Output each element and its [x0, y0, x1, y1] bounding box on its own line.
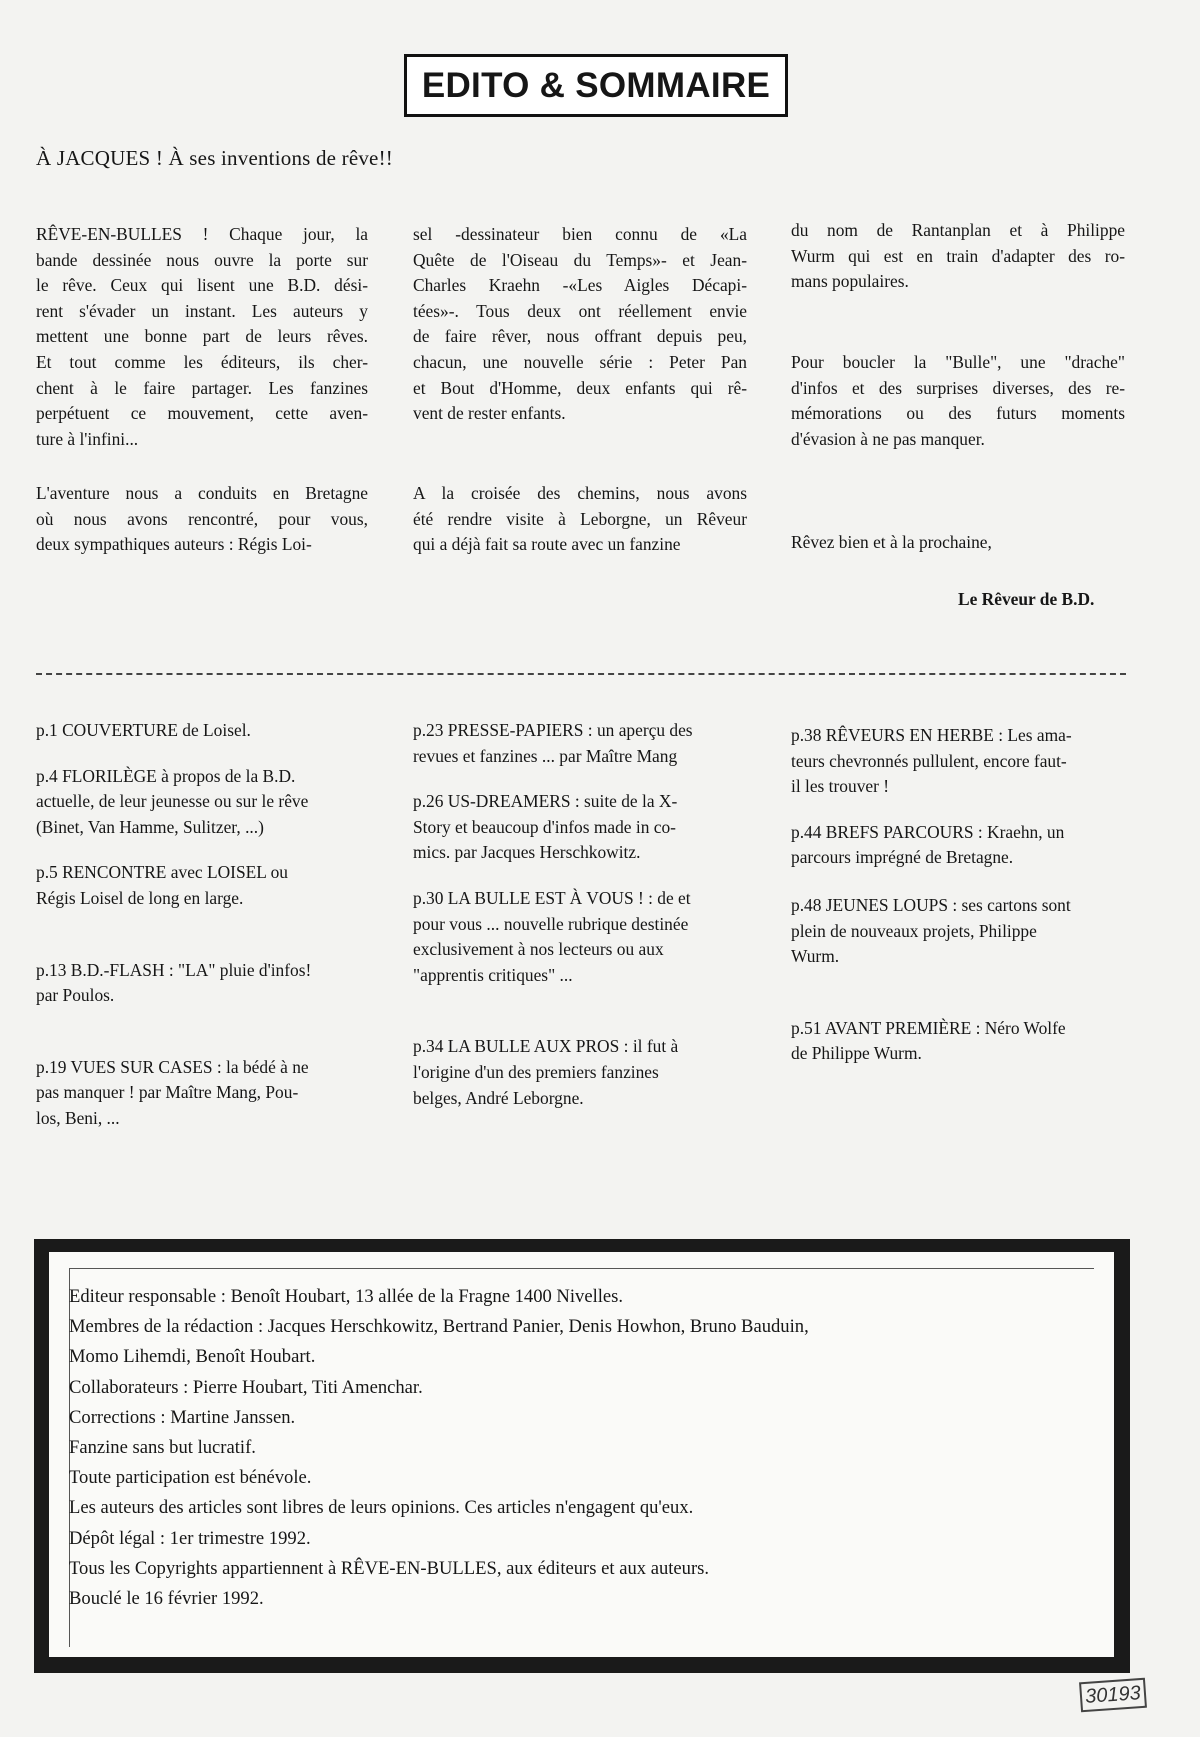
edito-paragraph	[413, 222, 747, 427]
toc-line: Story et beaucoup d'infos made in co-	[413, 816, 676, 837]
toc-entry	[413, 1034, 693, 1111]
toc-line: "apprentis critiques" ...	[413, 964, 573, 985]
credits-line: Les auteurs des articles sont libres de leurs opinions. Ces articles n'engagent qu'eux.	[69, 1497, 694, 1519]
toc-line: Régis Loisel de long en large.	[36, 887, 244, 908]
text-line: A la croisée des chemins, nous avons	[413, 483, 747, 503]
toc-line: de Philippe Wurm.	[791, 1043, 922, 1064]
page-title: EDITO & SOMMAIRE	[421, 65, 771, 105]
text-line: deux sympathiques auteurs : Régis Loi-	[36, 534, 312, 555]
archive-stamp: 30193	[1079, 1678, 1147, 1713]
text-line: mémorations ou des futurs moments	[791, 403, 1125, 424]
edito-paragraph	[791, 350, 1125, 452]
text-line: le rêve. Ceux qui lisent une B.D. dési-	[36, 275, 368, 296]
toc-line: il les trouver !	[791, 776, 890, 797]
text-line: perpétuent ce mouvement, cette aven-	[36, 403, 368, 424]
toc-line: par Poulos.	[36, 985, 115, 1006]
text-line: Pour boucler la "Bulle", une "drache"	[791, 352, 1125, 372]
toc-column	[413, 718, 693, 1111]
toc-line: p.38 RÊVEURS EN HERBE : Les ama-	[791, 725, 1072, 745]
toc-line: exclusivement à nos lecteurs ou aux	[413, 939, 664, 960]
text-line: Charles Kraehn -«Les Aigles Décapi-	[413, 275, 747, 296]
toc-line: pas manquer ! par Maître Mang, Pou-	[36, 1082, 299, 1103]
text-line: RÊVE-EN-BULLES ! Chaque jour, la	[36, 224, 368, 244]
toc-entry	[36, 764, 311, 841]
credits-line: Toute participation est bénévole.	[69, 1467, 312, 1489]
edito-paragraph	[36, 481, 368, 558]
toc-line: p.51 AVANT PREMIÈRE : Néro Wolfe	[791, 1017, 1066, 1038]
text-line: qui a déjà fait sa route avec un fanzine	[413, 534, 681, 555]
text-line: rent s'évader un instant. Les auteurs y	[36, 300, 368, 321]
toc-line: l'origine d'un des premiers fanzines	[413, 1061, 659, 1082]
dedication: À JACQUES ! À ses inventions de rêve!!	[36, 146, 393, 170]
section-divider	[36, 673, 1126, 675]
credits-line: Bouclé le 16 février 1992.	[69, 1588, 264, 1610]
toc-entry	[36, 958, 311, 1009]
toc-entry	[791, 723, 1072, 800]
edito-paragraph	[791, 530, 1125, 556]
toc-line: p.19 VUES SUR CASES : la bédé à ne	[36, 1056, 309, 1077]
credits-line: Fanzine sans but lucratif.	[69, 1437, 256, 1459]
toc-entry	[413, 886, 693, 988]
text-line: Et tout comme les éditeurs, ils cher-	[36, 351, 368, 372]
toc-line: p.1 COUVERTURE de Loisel.	[36, 720, 251, 740]
text-line: sel -dessinateur bien connu de «La	[413, 224, 747, 244]
edito-paragraph	[791, 218, 1125, 295]
text-line: vent de rester enfants.	[413, 403, 566, 424]
credits-line: Editeur responsable : Benoît Houbart, 13 allée de la Fragne 1400 Nivelles.	[69, 1286, 624, 1307]
credits-line: Dépôt légal : 1er trimestre 1992.	[69, 1527, 311, 1549]
text-line: d'infos et des surprises diverses, des re-	[791, 377, 1125, 398]
credits-line: Tous les Copyrights appartiennent à RÊVE-EN-BULLES, aux éditeurs et aux auteurs.	[69, 1557, 710, 1579]
toc-entry	[413, 718, 693, 769]
toc-line: los, Beni, ...	[36, 1107, 120, 1128]
text-line: Wurm qui est en train d'adapter des ro-	[791, 245, 1125, 266]
text-line: mettent une bonne part de leurs rêves.	[36, 326, 368, 347]
text-line: d'évasion à ne pas manquer.	[791, 428, 985, 449]
toc-line: teurs chevronnés pullulent, encore faut-	[791, 750, 1067, 771]
toc-line: actuelle, de leur jeunesse ou sur le rêve	[36, 791, 309, 812]
toc-entry	[413, 789, 693, 866]
toc-entry	[36, 1055, 311, 1132]
toc-column	[36, 718, 311, 1132]
text-line: bande dessinée nous ouvre la porte sur	[36, 249, 368, 270]
text-line: chacun, une nouvelle série : Peter Pan	[413, 351, 747, 372]
toc-line: p.23 PRESSE-PAPIERS : un aperçu des	[413, 720, 693, 740]
edito-paragraph	[36, 222, 368, 452]
text-line: été rendre visite à Leborgne, un Rêveur	[413, 508, 747, 529]
text-line: de faire rêver, nous offrant depuis peu,	[413, 326, 747, 347]
toc-line: belges, André Leborgne.	[413, 1087, 584, 1108]
toc-line: pour vous ... nouvelle rubrique destinée	[413, 913, 689, 934]
credits-text	[69, 1282, 809, 1614]
toc-line: p.48 JEUNES LOUPS : ses cartons sont	[791, 894, 1071, 915]
toc-entry	[791, 893, 1072, 970]
credits-line: Corrections : Martine Janssen.	[69, 1406, 296, 1428]
toc-line: parcours imprégné de Bretagne.	[791, 847, 1014, 868]
text-line: où nous avons rencontré, pour vous,	[36, 508, 368, 529]
toc-line: p.4 FLORILÈGE à propos de la B.D.	[36, 765, 296, 786]
toc-entry	[791, 1016, 1072, 1067]
text-line: du nom de Rantanplan et à Philippe	[791, 220, 1125, 240]
toc-line: p.34 LA BULLE AUX PROS : il fut à	[413, 1036, 679, 1057]
toc-entry	[791, 820, 1072, 871]
text-line: chent à le faire partager. Les fanzines	[36, 377, 368, 398]
toc-line: p.5 RENCONTRE avec LOISEL ou	[36, 862, 288, 883]
toc-entry	[36, 860, 311, 911]
text-line: et Bout d'Homme, deux enfants qui rê-	[413, 377, 747, 398]
toc-line: plein de nouveaux projets, Philippe	[791, 920, 1037, 941]
toc-line: p.30 LA BULLE EST À VOUS ! : de et	[413, 887, 691, 908]
toc-line: p.13 B.D.-FLASH : "LA" pluie d'infos!	[36, 959, 312, 980]
credits-line: Membres de la rédaction : Jacques Herschkowitz, Bertrand Panier, Denis Howhon, Bruno Bauduin,	[69, 1316, 809, 1338]
toc-line: mics. par Jacques Herschkowitz.	[413, 842, 641, 863]
toc-line: revues et fanzines ... par Maître Mang	[413, 745, 678, 766]
credits-line: Collaborateurs : Pierre Houbart, Titi Amenchar.	[69, 1376, 423, 1398]
toc-entry	[36, 718, 311, 744]
text-line: Quête de l'Oiseau du Temps»- et Jean-	[413, 249, 747, 270]
editor-signature: Le Rêveur de B.D.	[958, 589, 1095, 609]
text-line: tées»-. Tous deux ont réellement envie	[413, 300, 747, 321]
text-line: ture à l'infini...	[36, 428, 139, 449]
text-line: mans populaires.	[791, 271, 909, 292]
toc-line: Wurm.	[791, 946, 840, 967]
toc-line: (Binet, Van Hamme, Sulitzer, ...)	[36, 816, 264, 837]
toc-line: p.26 US-DREAMERS : suite de la X-	[413, 791, 678, 812]
text-line: L'aventure nous a conduits en Bretagne	[36, 483, 368, 503]
page-title-box	[404, 54, 788, 117]
toc-column	[791, 723, 1072, 1067]
edito-paragraph	[413, 481, 747, 558]
credits-line: Momo Lihemdi, Benoît Houbart.	[69, 1346, 316, 1368]
text-line: Rêvez bien et à la prochaine,	[791, 532, 992, 552]
toc-line: p.44 BREFS PARCOURS : Kraehn, un	[791, 821, 1065, 842]
